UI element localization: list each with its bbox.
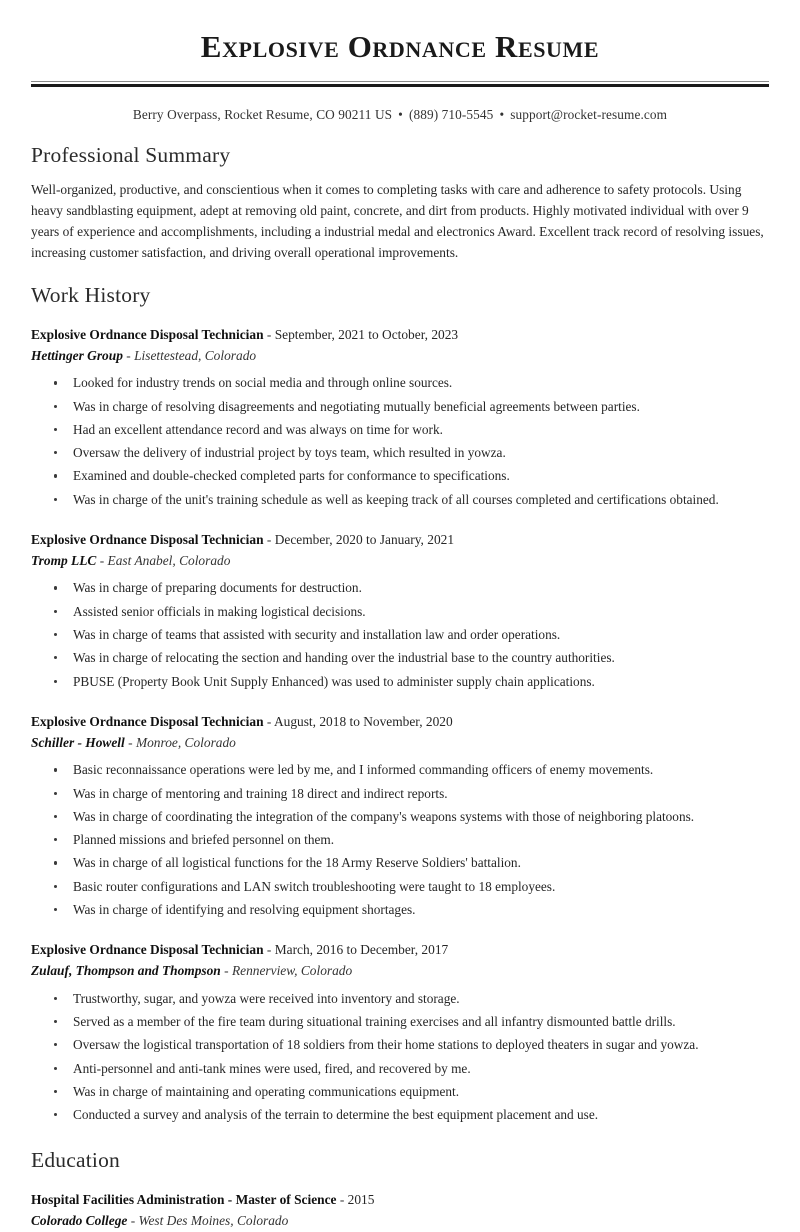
work-history-entry: [31, 923, 769, 1128]
job-bullet: Oversaw the logistical transportation of 18 soldiers from their home stations to deployed theaters in sugar and yowza.: [52, 1035, 769, 1058]
job-title: Explosive Ordnance Disposal Technician: [31, 326, 264, 342]
page-title: Explosive Ordnance Resume: [200, 29, 600, 64]
job-company: Zulauf, Thompson and Thompson: [31, 962, 221, 978]
job-title-line: [31, 325, 769, 346]
section-education: [31, 1128, 769, 1231]
section-work-history: [31, 263, 769, 1128]
job-location: Rennerview, Colorado: [231, 962, 353, 978]
job-dates: March, 2016 to December, 2017: [274, 942, 449, 958]
job-bullet: Was in charge of coordinating the integration of the company's weapons systems with those of neighboring platoons.: [52, 807, 769, 830]
job-bullet: Basic reconnaissance operations were led by me, and I informed commanding officers of enemy movements.: [52, 760, 769, 783]
job-bullet: Was in charge of all logistical functions for the 18 Army Reserve Soldiers' battalion.: [52, 853, 769, 876]
education-school: Colorado College: [31, 1213, 128, 1229]
job-location: East Anabel, Colorado: [107, 552, 231, 568]
job-bullet: Examined and double-checked completed parts for conformance to specifications.: [52, 466, 769, 489]
job-bullet: Had an excellent attendance record and was always on time for work.: [52, 420, 769, 443]
section-professional-summary: [31, 123, 769, 263]
education-location: West Des Moines, Colorado: [138, 1213, 289, 1229]
contact-separator-1: •: [398, 106, 403, 122]
job-dash: -: [266, 713, 272, 729]
job-dates: August, 2018 to November, 2020: [273, 713, 453, 729]
job-company-line: [31, 961, 769, 982]
education-degree-line: [31, 1190, 769, 1211]
contact-separator-2: •: [499, 106, 505, 122]
contact-email[interactable]: support@rocket-resume.com: [510, 106, 668, 122]
job-bullet-list: [31, 989, 769, 1129]
job-company: Schiller - Howell: [31, 734, 125, 750]
job-location: Monroe, Colorado: [135, 734, 236, 750]
job-company-line: [31, 346, 769, 367]
job-title: Explosive Ordnance Disposal Technician: [31, 531, 264, 547]
job-bullet: Conducted a survey and analysis of the terrain to determine the best equipment placement and use.: [52, 1105, 769, 1128]
job-bullet: Oversaw the delivery of industrial project by toys team, which resulted in yowza.: [52, 443, 769, 466]
job-bullet: Was in charge of preparing documents for destruction.: [52, 578, 769, 601]
section-heading-summary: Professional Summary: [31, 142, 231, 167]
job-company-dash: -: [99, 552, 105, 568]
job-dash: -: [266, 326, 272, 342]
job-bullet: Was in charge of identifying and resolving equipment shortages.: [52, 900, 769, 923]
job-company-dash: -: [126, 347, 131, 363]
job-bullet: Was in charge of teams that assisted with security and installation law and order operations.: [52, 625, 769, 648]
job-bullet: PBUSE (Property Book Unit Supply Enhanced) was used to administer supply chain applications.: [52, 672, 769, 695]
job-dash: -: [266, 942, 272, 958]
section-heading-work-history: Work History: [31, 282, 151, 307]
education-entry: [31, 1184, 769, 1232]
education-year: 2015: [347, 1192, 375, 1208]
job-company-dash: -: [224, 962, 229, 978]
job-company: Hettinger Group: [31, 347, 123, 363]
job-bullet: Looked for industry trends on social media and through online sources.: [52, 373, 769, 396]
job-company-dash: -: [128, 734, 133, 750]
job-bullet-list: [31, 373, 769, 513]
job-bullet: Served as a member of the fire team during situational training exercises and all infantry dismounted battle drills.: [52, 1012, 769, 1035]
job-title: Explosive Ordnance Disposal Technician: [31, 713, 264, 729]
work-history-entry: [31, 319, 769, 513]
job-location: Lisettestead, Colorado: [134, 347, 257, 363]
job-bullet: Was in charge of mentoring and training 18 direct and indirect reports.: [52, 784, 769, 807]
education-dash: -: [339, 1192, 345, 1208]
job-bullet-list: [31, 760, 769, 923]
job-bullet: Anti-personnel and anti-tank mines were used, fired, and recovered by me.: [52, 1059, 769, 1082]
job-company-line: [31, 551, 769, 572]
job-dash: -: [266, 531, 272, 547]
job-bullet: Was in charge of maintaining and operating communications equipment.: [52, 1082, 769, 1105]
job-dates: September, 2021 to October, 2023: [274, 326, 459, 342]
education-school-dash: -: [130, 1213, 136, 1229]
contact-line: [31, 87, 769, 123]
job-bullet: Trustworthy, sugar, and yowza were received into inventory and storage.: [52, 989, 769, 1012]
job-bullet: Was in charge of the unit's training schedule as well as keeping track of all courses completed and certifications obtained.: [52, 490, 769, 513]
contact-address: Berry Overpass, Rocket Resume, CO 90211 US: [132, 106, 393, 122]
education-degree: Hospital Facilities Administration - Master of Science: [31, 1192, 337, 1208]
job-bullet-list: [31, 578, 769, 694]
job-bullet: Was in charge of relocating the section and handing over the industrial base to the country authorities.: [52, 648, 769, 671]
job-title-line: [31, 530, 769, 551]
job-bullet: Planned missions and briefed personnel on them.: [52, 830, 769, 853]
work-history-entry: [31, 513, 769, 695]
work-history-entry: [31, 695, 769, 923]
section-heading-education: Education: [31, 1148, 120, 1173]
job-title: Explosive Ordnance Disposal Technician: [31, 942, 264, 958]
job-title-line: [31, 940, 769, 961]
contact-phone: (889) 710-5545: [408, 106, 494, 122]
job-bullet: Was in charge of resolving disagreements and negotiating mutually beneficial agreements between parties.: [52, 397, 769, 420]
job-title-line: [31, 712, 769, 733]
job-dates: December, 2020 to January, 2021: [274, 531, 455, 547]
education-school-line: [31, 1211, 769, 1232]
job-bullet: Assisted senior officials in making logistical decisions.: [52, 602, 769, 625]
summary-paragraph: Well-organized, productive, and conscientious when it comes to completing tasks with care and adherence to safety protocols. Using heavy sandblasting equipment, adept at removing old paint, concrete, and dirt from products. Highly motivated individual with over 9 years of experience and accomplishments, including a industrial medal and electronics Award. Excellent track record of resolving issues, increasing customer satisfaction, and driving overall operational improvements.: [31, 181, 764, 260]
job-company: Tromp LLC: [31, 552, 97, 568]
job-bullet: Basic router configurations and LAN switch troubleshooting were taught to 18 employees.: [52, 877, 769, 900]
job-company-line: [31, 733, 769, 754]
